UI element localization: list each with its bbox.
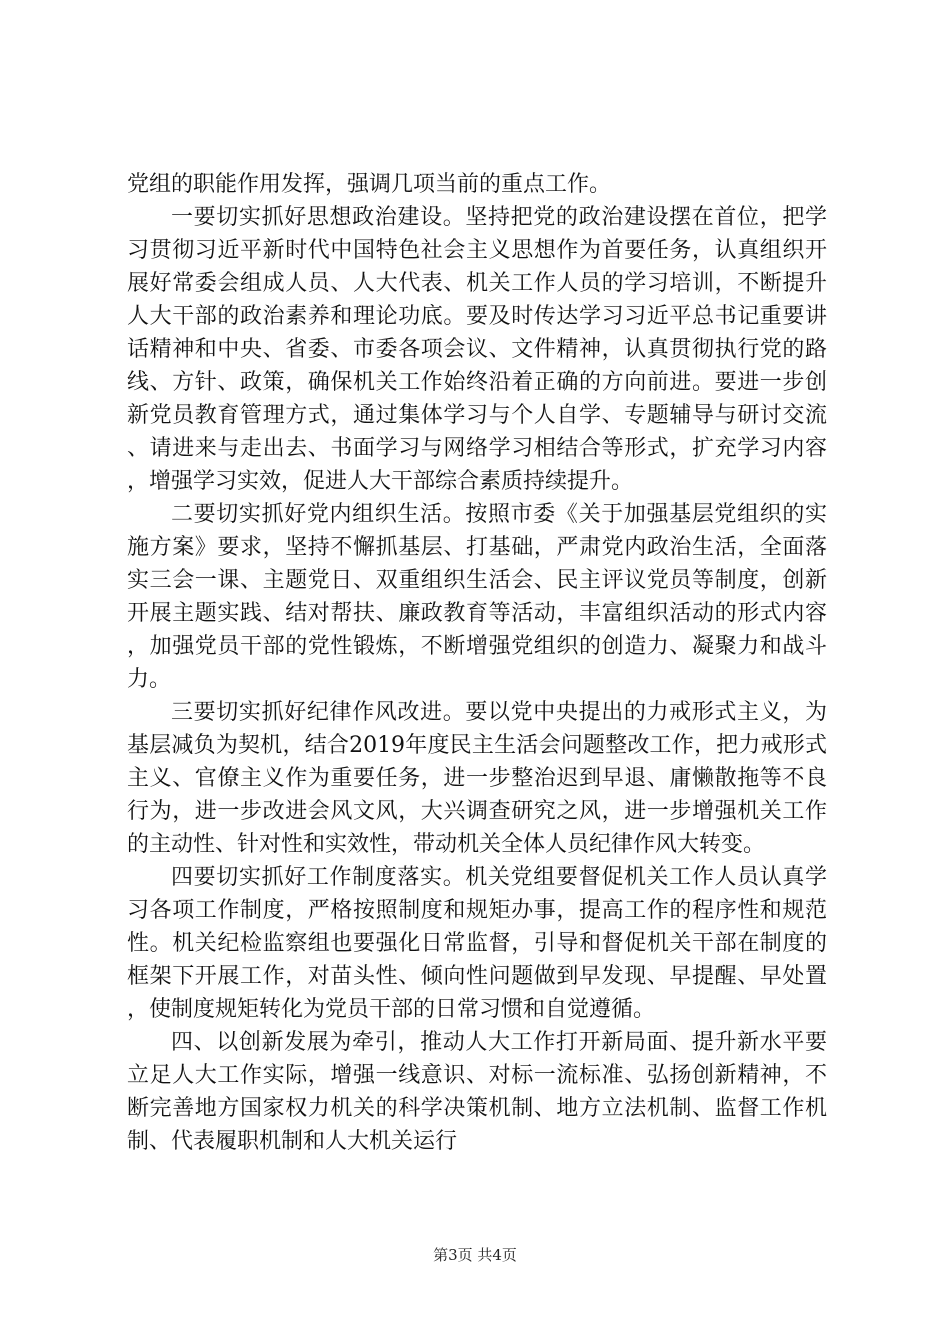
document-body — [127, 168, 827, 1158]
paragraph-party-organization-life: 二要切实抓好党内组织生活。按照市委《关于加强基层党组织的实施方案》要求，坚持不懈抓基层、打基础，严肃党内政治生活，全面落实三会一课、主题党日、双重组织生活会、民主评议党员等制度，创新开展主题实践、结对帮扶、廉政教育等活动，丰富组织活动的形式内容，加强党员干部的党性锻炼，不断增强党组织的创造力、凝聚力和战斗力。 — [127, 502, 827, 692]
paragraph-innovation-development: 四、以创新发展为牵引，推动人大工作打开新局面、提升新水平要立足人大工作实际，增强一线意识、对标一流标准、弘扬创新精神，不断完善地方国家权力机关的科学决策机制、地方立法机制、监督工作机制、代表履职机制和人大机关运行 — [127, 1030, 827, 1154]
paragraph-continuation: 党组的职能作用发挥，强调几项当前的重点工作。 — [127, 172, 612, 197]
page-number-footer: 第3页 共4页 — [433, 1246, 517, 1264]
paragraph-work-system-implementation: 四要切实抓好工作制度落实。机关党组要督促机关工作人员认真学习各项工作制度，严格按照制度和规矩办事，提高工作的程序性和规范性。机关纪检监察组也要强化日常监督，引导和督促机关干部在制度的框架下开展工作，对苗头性、倾向性问题做到早发现、早提醒、早处置，使制度规矩转化为党员干部的日常习惯和自觉遵循。 — [127, 865, 827, 1022]
paragraph-ideological-political-building: 一要切实抓好思想政治建设。坚持把党的政治建设摆在首位，把学习贯彻习近平新时代中国特色社会主义思想作为首要任务，认真组织开展好常委会组成人员、人大代表、机关工作人员的学习培训，不断提升人大干部的政治素养和理论功底。要及时传达学习习近平总书记重要讲话精神和中央、省委、市委各项会议、文件精神，认真贯彻执行党的路线、方针、政策，确保机关工作始终沿着正确的方向前进。要进一步创新党员教育管理方式，通过集体学习与个人自学、专题辅导与研讨交流、请进来与走出去、书面学习与网络学习相结合等形式，扩充学习内容，增强学习实效，促进人大干部综合素质持续提升。 — [127, 205, 827, 494]
paragraph-discipline-style: 三要切实抓好纪律作风改进。要以党中央提出的力戒形式主义，为基层减负为契机，结合2019年度民主生活会问题整改工作，把力戒形式主义、官僚主义作为重要任务，进一步整治迟到早退、庸懒散拖等不良行为，进一步改进会风文风，大兴调查研究之风，进一步增强机关工作的主动性、针对性和实效性，带动机关全体人员纪律作风大转变。 — [127, 700, 827, 857]
